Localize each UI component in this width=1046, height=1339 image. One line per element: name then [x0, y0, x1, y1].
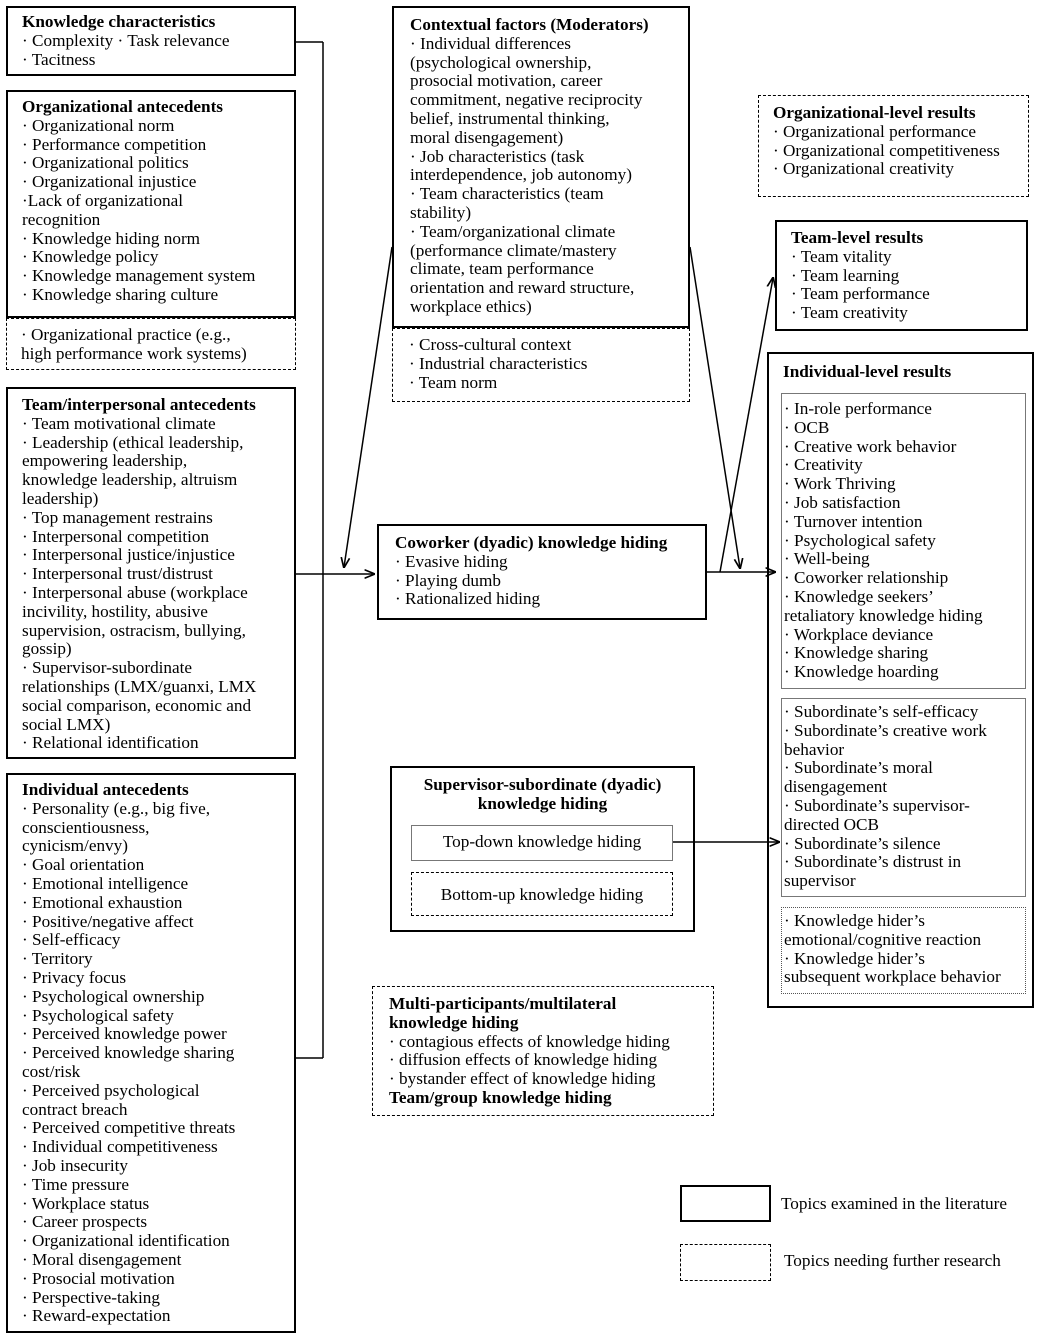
list-item: · Performance competition: [22, 134, 207, 154]
list-item: high performance work systems): [21, 343, 247, 363]
list-item: · Prosocial motivation: [22, 1268, 175, 1288]
list-item: · Personality (e.g., big five,: [22, 798, 211, 818]
list-item: prosocial motivation, career: [410, 71, 603, 91]
list-item: · Creativity: [784, 455, 863, 475]
list-item: leadership): [22, 488, 99, 508]
list-item: · Interpersonal abuse (workplace: [22, 582, 248, 602]
list-item: relationships (LMX/guanxi, LMX: [22, 676, 257, 696]
list-item: incivility, hostility, abusive: [22, 601, 208, 621]
list-item: · Job insecurity: [22, 1155, 128, 1175]
list-item: Multi-participants/multilateral: [389, 994, 617, 1013]
list-item: · Knowledge sharing: [784, 643, 929, 663]
list-item: knowledge leadership, altruism: [22, 470, 238, 490]
legend-examined-label: Topics examined in the literature: [781, 1194, 1007, 1213]
list-item: · Subordinate’s moral: [784, 758, 933, 778]
list-item: · Knowledge hider’s: [784, 948, 925, 968]
list-item: · Organizational creativity: [773, 159, 955, 179]
list-item: (psychological ownership,: [410, 52, 592, 72]
list-item: · Perspective-taking: [22, 1287, 160, 1307]
list-item: · Subordinate’s creative work: [784, 720, 987, 740]
list-item: · Knowledge hider’s: [784, 911, 925, 930]
list-item: · Perceived competitive threats: [22, 1118, 236, 1138]
list-item: ·Lack of organizational: [22, 190, 183, 210]
list-item: supervisor: [784, 871, 856, 891]
list-item: · Subordinate’s supervisor-: [784, 795, 970, 815]
organizational-antecedents-title: Organizational antecedents: [22, 97, 223, 116]
list-item: · Psychological safety: [784, 530, 936, 550]
list-item: · Coworker relationship: [784, 568, 949, 588]
list-item: · Organizational identification: [22, 1231, 230, 1251]
org-results-title: Organizational-level results: [773, 103, 976, 122]
list-item: · Relational identification: [22, 733, 199, 753]
multi-hiding-footer: Team/group knowledge hiding: [389, 1087, 612, 1107]
list-item: · Supervisor-subordinate: [22, 658, 193, 678]
list-item: · Work Thriving: [784, 474, 896, 494]
list-item: · Positive/negative affect: [22, 911, 194, 931]
list-item: · Organizational competitiveness: [773, 140, 1000, 160]
list-item: · Knowledge hoarding: [784, 662, 939, 682]
list-item: · Tacitness: [22, 49, 96, 69]
list-item: · Psychological ownership: [22, 986, 205, 1006]
list-item: · diffusion effects of knowledge hiding: [389, 1050, 658, 1070]
list-item: commitment, negative reciprocity: [410, 90, 643, 110]
list-item: · Rationalized hiding: [395, 589, 541, 609]
list-item: · Team motivational climate: [22, 413, 216, 433]
team-antecedents-title: Team/interpersonal antecedents: [22, 395, 256, 414]
arrow-hiding-to-team-results: [720, 278, 773, 572]
list-item: cynicism/envy): [22, 836, 128, 856]
arrow-moderator-left: [344, 247, 392, 567]
list-item: stability): [410, 202, 472, 222]
list-item: · Time pressure: [22, 1174, 129, 1194]
list-item: · Industrial characteristics: [409, 353, 588, 373]
list-item: · Organizational injustice: [22, 172, 197, 192]
list-item: · Top management restrains: [22, 507, 213, 527]
coworker-hiding-title: Coworker (dyadic) knowledge hiding: [395, 533, 668, 552]
individual-results-title: Individual-level results: [783, 362, 952, 381]
top-down-label: Top-down knowledge hiding: [442, 832, 642, 851]
list-item: · Job characteristics (task: [410, 146, 585, 166]
list-item: subsequent workplace behavior: [784, 967, 1001, 987]
list-item: · Privacy focus: [22, 967, 127, 987]
team-results-title: Team-level results: [791, 228, 924, 247]
list-item: · Organizational practice (e.g.,: [21, 325, 231, 344]
list-item: climate, team performance: [410, 259, 594, 279]
list-item: social LMX): [22, 714, 111, 734]
list-item: · Knowledge policy: [22, 247, 159, 267]
list-item: · Team norm: [409, 372, 498, 392]
list-item: recognition: [22, 209, 101, 229]
list-item: social comparison, economic and: [22, 695, 252, 715]
list-item: orientation and reward structure,: [410, 278, 635, 298]
list-item: · Knowledge management system: [22, 266, 256, 286]
list-item: · Subordinate’s distrust in: [784, 852, 962, 872]
list-item: behavior: [784, 739, 845, 759]
list-item: Supervisor-subordinate (dyadic): [423, 775, 662, 794]
list-item: · Interpersonal justice/injustice: [22, 545, 235, 565]
list-item: · Turnover intention: [784, 511, 923, 531]
list-item: · Subordinate’s silence: [784, 833, 941, 853]
list-item: · Emotional exhaustion: [22, 892, 183, 912]
list-item: knowledge hiding: [477, 793, 608, 813]
list-item: · Organizational politics: [22, 153, 189, 173]
list-item: · Well-being: [784, 549, 870, 569]
list-item: · Evasive hiding: [395, 551, 508, 571]
list-item: · Organizational performance: [773, 121, 976, 141]
list-item: · Individual competitiveness: [22, 1137, 218, 1157]
list-item: supervision, ostracism, bullying,: [22, 620, 246, 640]
list-item: · Workplace status: [22, 1193, 150, 1213]
list-item: · Subordinate’s self-efficacy: [784, 702, 979, 721]
list-item: · Emotional intelligence: [22, 873, 189, 893]
list-item: directed OCB: [784, 814, 879, 834]
bottom-up-label: Bottom-up knowledge hiding: [440, 885, 644, 904]
list-item: emotional/cognitive reaction: [784, 929, 982, 949]
list-item: · Team vitality: [791, 246, 892, 266]
list-item: · Individual differences: [410, 33, 571, 53]
list-item: · Creative work behavior: [784, 436, 957, 456]
list-item: · Leadership (ethical leadership,: [22, 432, 244, 452]
list-item: · Playing dumb: [395, 570, 501, 590]
list-item: belief, instrumental thinking,: [410, 108, 610, 128]
list-item: knowledge hiding: [389, 1012, 519, 1032]
list-item: · Team characteristics (team: [410, 184, 604, 204]
list-item: · Team learning: [791, 265, 900, 285]
list-item: retaliatory knowledge hiding: [784, 605, 983, 625]
list-item: cost/risk: [22, 1061, 81, 1081]
list-item: interdependence, job autonomy): [410, 165, 632, 185]
list-item: · Self-efficacy: [22, 930, 121, 950]
knowledge-characteristics-title: Knowledge characteristics: [22, 12, 216, 31]
list-item: · Perceived psychological: [22, 1080, 200, 1100]
list-item: moral disengagement): [410, 127, 564, 147]
list-item: · Team creativity: [791, 303, 908, 323]
list-item: · Job satisfaction: [784, 492, 901, 512]
list-item: · Complexity · Task relevance: [22, 30, 230, 50]
list-item: conscientiousness,: [22, 817, 150, 837]
contextual-factors-title: Contextual factors (Moderators): [410, 15, 649, 34]
list-item: · Career prospects: [22, 1212, 148, 1232]
list-item: · Organizational norm: [22, 115, 175, 135]
list-item: · contagious effects of knowledge hiding: [389, 1031, 670, 1051]
list-item: · In-role performance: [784, 399, 932, 418]
list-item: workplace ethics): [410, 296, 532, 316]
legend-further-label: Topics needing further research: [784, 1251, 1001, 1270]
list-item: contract breach: [22, 1099, 128, 1119]
list-item: · Interpersonal trust/distrust: [22, 564, 213, 584]
list-item: · Knowledge sharing culture: [22, 284, 219, 304]
list-item: · Workplace deviance: [784, 624, 934, 644]
list-item: · Reward-expectation: [22, 1306, 171, 1326]
list-item: · Knowledge hiding norm: [22, 228, 201, 248]
list-item: · Psychological safety: [22, 1005, 174, 1025]
list-item: gossip): [22, 639, 72, 659]
list-item: · Perceived knowledge sharing: [22, 1043, 235, 1063]
individual-antecedents-title: Individual antecedents: [22, 780, 189, 799]
list-item: · Cross-cultural context: [409, 335, 572, 354]
list-item: · Moral disengagement: [22, 1249, 182, 1269]
list-item: · Team performance: [791, 284, 930, 304]
list-item: · Interpersonal competition: [22, 526, 210, 546]
list-item: · OCB: [784, 417, 830, 437]
list-item: empowering leadership,: [22, 451, 188, 471]
list-item: disengagement: [784, 777, 888, 797]
list-item: · Territory: [22, 949, 93, 969]
list-item: · Goal orientation: [22, 855, 145, 875]
list-item: · Perceived knowledge power: [22, 1024, 227, 1044]
list-item: · Team/organizational climate: [410, 221, 616, 241]
list-item: (performance climate/mastery: [410, 240, 617, 260]
arrow-moderator-right: [690, 247, 740, 568]
list-item: · bystander effect of knowledge hiding: [389, 1069, 656, 1089]
list-item: · Knowledge seekers’: [784, 586, 934, 606]
